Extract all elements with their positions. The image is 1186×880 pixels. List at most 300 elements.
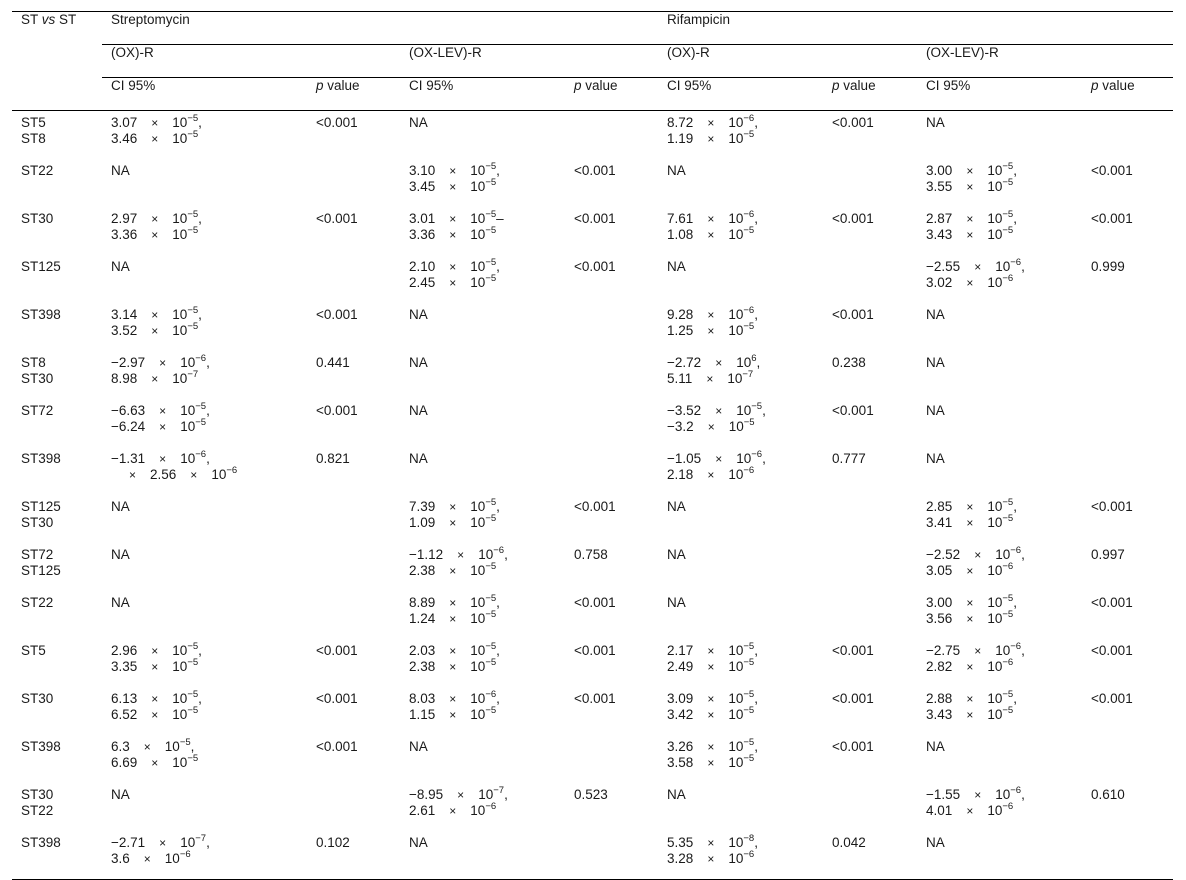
ci-base: 10: [987, 211, 1003, 226]
times-sign: ×: [449, 164, 457, 178]
na-value: NA: [111, 499, 130, 514]
ci-base: 10: [470, 515, 486, 530]
ci-base: 10: [172, 659, 188, 674]
times-sign: ×: [151, 708, 159, 722]
p-value-cell: <0.001: [1091, 211, 1133, 226]
ci-base: 10: [728, 323, 744, 338]
p-value-cell: [1082, 111, 1173, 160]
ci-exponent: −6: [226, 465, 238, 476]
table-row: [12, 639, 1173, 687]
p-value-header: p value: [823, 78, 917, 111]
ci-exponent: −5: [187, 657, 199, 668]
st-label: ST30: [21, 211, 54, 226]
ci-base: 10: [180, 355, 196, 370]
times-sign: ×: [151, 308, 159, 322]
times-sign: ×: [706, 372, 714, 386]
table-row: [12, 735, 1173, 783]
ci-mantissa: 2.85: [926, 499, 953, 514]
ci-base: 10: [727, 371, 743, 386]
times-sign: ×: [151, 324, 159, 338]
ci-cell: [658, 447, 823, 495]
st-label: ST22: [21, 803, 54, 818]
ci-base: 10: [172, 371, 188, 386]
ci-line: [667, 659, 823, 675]
st-label: ST30: [21, 515, 54, 530]
ci-exponent: −5: [743, 753, 755, 764]
p-value-cell: [565, 399, 658, 447]
ci-line: [667, 323, 823, 339]
ci-cell: [400, 255, 565, 303]
times-sign: ×: [966, 596, 974, 610]
ci-separator: ,: [754, 739, 758, 754]
ci-cell: [917, 543, 1082, 591]
times-sign: ×: [707, 692, 715, 706]
ci-base: 10: [728, 307, 744, 322]
ci-exponent: −5: [1002, 689, 1014, 700]
ci-exponent: −5: [187, 225, 199, 236]
ci-mantissa: −2.71: [111, 835, 146, 850]
ci-exponent: −6: [1002, 801, 1014, 812]
ci-exponent: −5: [743, 225, 755, 236]
na-value: NA: [409, 403, 428, 418]
ci-line: [111, 659, 307, 675]
na-value: NA: [926, 115, 945, 130]
p-value-cell: [307, 159, 400, 207]
p-value-header: p value: [1082, 78, 1173, 111]
ci-base: 10: [164, 739, 180, 754]
times-sign: ×: [190, 468, 198, 482]
table-row: [12, 351, 1173, 399]
ci-mantissa: 3.07: [111, 115, 138, 130]
ci-base: 10: [172, 307, 188, 322]
ci-cell: [400, 687, 565, 735]
ci-mantissa: 3.26: [667, 739, 694, 754]
st-pair-cell: [12, 543, 102, 591]
times-sign: ×: [151, 372, 159, 386]
st-label: ST72: [21, 403, 54, 418]
ci-mantissa: 1.25: [667, 323, 694, 338]
ci-base: 10: [470, 179, 486, 194]
ci-mantissa: 3.36: [111, 227, 138, 242]
st-label: ST5: [21, 643, 46, 658]
st-label: ST125: [21, 259, 61, 274]
ci-cell: [400, 831, 565, 880]
times-sign: ×: [966, 212, 974, 226]
ci-base: 10: [987, 707, 1003, 722]
ci-cell: [658, 591, 823, 639]
ci-mantissa: 2.10: [409, 259, 436, 274]
ci-cell: [658, 495, 823, 543]
na-value: NA: [111, 259, 130, 274]
ci-base: 10: [987, 227, 1003, 242]
drug-header-streptomycin: Streptomycin: [102, 12, 658, 45]
ci-base: 10: [172, 115, 188, 130]
ci-exponent: −5: [485, 257, 497, 268]
times-sign: ×: [966, 660, 974, 674]
ci-header: CI 95%: [658, 78, 823, 111]
ci-line: [926, 611, 1082, 627]
ci-base: 10: [987, 275, 1003, 290]
ci-line: [111, 131, 307, 147]
ci-line: [667, 467, 823, 483]
ci-header: CI 95%: [917, 78, 1082, 111]
ci-separator: ,: [754, 643, 758, 658]
ci-line: [667, 755, 823, 771]
ci-exponent: −5: [1002, 593, 1014, 604]
ci-cell: [917, 831, 1082, 880]
ci-base: 10: [470, 227, 486, 242]
ci-separator: ,: [754, 115, 758, 130]
times-sign: ×: [707, 308, 715, 322]
p-value-cell: <0.001: [832, 643, 874, 658]
ci-cell: [102, 591, 307, 639]
ci-exponent: −5: [195, 417, 207, 428]
ci-mantissa: 3.52: [111, 323, 138, 338]
na-value: NA: [409, 355, 428, 370]
times-sign: ×: [449, 596, 457, 610]
p-value-cell: <0.001: [316, 307, 358, 322]
ci-exponent: −6: [493, 545, 505, 556]
times-sign: ×: [966, 804, 974, 818]
st-label: ST30: [21, 371, 54, 386]
p-value-cell: <0.001: [316, 643, 358, 658]
ci-exponent: −5: [1002, 497, 1014, 508]
ci-separator: ,: [206, 835, 210, 850]
p-value-cell: 0.999: [1091, 259, 1125, 274]
ci-exponent: −6: [743, 113, 755, 124]
ci-mantissa: 3.45: [409, 179, 436, 194]
table-row: [12, 831, 1173, 880]
ci-base: 10: [478, 787, 494, 802]
times-sign: ×: [457, 788, 465, 802]
ci-separator: ,: [504, 547, 508, 562]
ci-separator: ,: [496, 499, 500, 514]
ci-exponent: −6: [751, 449, 763, 460]
p-value-cell: [823, 543, 917, 591]
times-sign: ×: [449, 180, 457, 194]
ci-base: 10: [995, 547, 1011, 562]
st-pair-cell: [12, 111, 102, 160]
ci-cell: [400, 207, 565, 255]
ci-line: [111, 211, 307, 227]
ci-exponent: −5: [187, 705, 199, 716]
p-value-cell: <0.001: [574, 691, 616, 706]
ci-cell: [658, 255, 823, 303]
ci-cell: [400, 111, 565, 160]
na-value: NA: [409, 739, 428, 754]
ci-line: [111, 371, 307, 387]
ci-line: [111, 355, 307, 371]
ci-base: 10: [728, 739, 744, 754]
ci-base: 10: [172, 643, 188, 658]
ci-mantissa: 3.02: [926, 275, 953, 290]
ci-mantissa: 3.05: [926, 563, 953, 578]
ci-line: [111, 707, 307, 723]
na-value: NA: [926, 451, 945, 466]
ci-mantissa: 6.3: [111, 739, 130, 754]
ci-base: 10: [180, 835, 196, 850]
ci-mantissa: 3.00: [926, 595, 953, 610]
ci-mantissa: 2.87: [926, 211, 953, 226]
ci-mantissa: 1.08: [667, 227, 694, 242]
ci-cell: [917, 159, 1082, 207]
ci-exponent: −6: [195, 353, 207, 364]
times-sign: ×: [966, 500, 974, 514]
table-row: [12, 159, 1173, 207]
ci-mantissa: 2.49: [667, 659, 694, 674]
ci-exponent: −5: [743, 321, 755, 332]
ci-separator: ,: [1021, 643, 1025, 658]
ci-cell: [917, 351, 1082, 399]
p-value-header: p value: [307, 78, 400, 111]
ci-base: 10: [172, 211, 188, 226]
ci-cell: [917, 735, 1082, 783]
ci-mantissa: 2.17: [667, 643, 694, 658]
st-label: ST8: [21, 131, 46, 146]
ci-cell: [102, 111, 307, 160]
ci-mantissa: 8.98: [111, 371, 138, 386]
ci-mantissa: 2.88: [926, 691, 953, 706]
ci-separator: ,: [496, 691, 500, 706]
times-sign: ×: [151, 132, 159, 146]
p-value-cell: <0.001: [574, 499, 616, 514]
ci-base: 10: [728, 115, 744, 130]
ci-base: 10: [172, 707, 188, 722]
st-label: ST8: [21, 355, 46, 370]
ci-mantissa: 3.46: [111, 131, 138, 146]
ci-line: [111, 643, 307, 659]
ci-exponent: −5: [485, 561, 497, 572]
ci-exponent: −5: [1002, 705, 1014, 716]
ci-cell: [400, 447, 565, 495]
p-value-cell: 0.997: [1091, 547, 1125, 562]
times-sign: ×: [715, 356, 723, 370]
st-label: ST72: [21, 547, 54, 562]
ci-mantissa: 5.11: [667, 371, 693, 386]
st-pair-cell: [12, 639, 102, 687]
ci-separator: ,: [190, 739, 195, 754]
times-sign: ×: [707, 420, 715, 434]
p-value-cell: [1082, 735, 1173, 783]
ci-exponent: −6: [1010, 785, 1022, 796]
table-row: [12, 447, 1173, 495]
ci-cell: [400, 303, 565, 351]
p-value-header: p value: [565, 78, 658, 111]
ci-base: 10: [728, 467, 744, 482]
p-value-cell: <0.001: [316, 403, 358, 418]
times-sign: ×: [449, 228, 457, 242]
ci-line: [409, 515, 565, 531]
ci-base: 10: [470, 595, 486, 610]
ci-mantissa: 3.36: [409, 227, 436, 242]
ci-cell: [102, 351, 307, 399]
times-sign: ×: [966, 612, 974, 626]
ci-exponent: −5: [187, 753, 199, 764]
ci-exponent: −5: [485, 497, 497, 508]
ci-separator: –: [496, 211, 504, 226]
p-value-cell: <0.001: [1091, 691, 1133, 706]
na-value: NA: [667, 547, 686, 562]
ci-line: [667, 131, 823, 147]
ci-mantissa: 7.61: [667, 211, 694, 226]
na-value: NA: [409, 451, 428, 466]
st-label: ST30: [21, 691, 54, 706]
ci-base: 10: [470, 611, 486, 626]
ci-exponent: −6: [1002, 273, 1014, 284]
ci-cell: [917, 303, 1082, 351]
st-label: ST22: [21, 163, 54, 178]
ci-base: 10: [987, 611, 1003, 626]
p-value-cell: [1082, 303, 1173, 351]
ci-separator: ,: [1021, 547, 1025, 562]
ci-exponent: −7: [195, 833, 207, 844]
ci-exponent: −5: [1002, 209, 1014, 220]
ci-mantissa: 7.39: [409, 499, 436, 514]
group-header: (OX)-R: [102, 45, 400, 78]
ci-mantissa: 3.00: [926, 163, 953, 178]
p-value-cell: 0.042: [823, 831, 917, 880]
ci-mantissa: 3.35: [111, 659, 138, 674]
st-pair-cell: [12, 159, 102, 207]
ci-line: [111, 419, 307, 435]
ci-cell: [400, 735, 565, 783]
times-sign: ×: [707, 644, 715, 658]
na-value: NA: [111, 547, 130, 562]
ci-cell: [400, 351, 565, 399]
ci-cell: [658, 111, 823, 160]
times-sign: ×: [966, 516, 974, 530]
ci-line: [926, 563, 1082, 579]
ci-separator: ,: [198, 211, 202, 226]
ci-cell: [102, 447, 307, 495]
ci-line: [409, 707, 565, 723]
ci-line: [111, 115, 307, 131]
ci-cell: [658, 783, 823, 831]
ci-mantissa: 9.28: [667, 307, 694, 322]
times-sign: ×: [159, 404, 167, 418]
ci-mantissa: −1.12: [409, 547, 444, 562]
p-value-cell: [565, 735, 658, 783]
p-value-cell: [565, 111, 658, 160]
p-value-cell: [307, 255, 400, 303]
ci-exponent: −5: [485, 273, 497, 284]
ci-exponent: −6: [743, 849, 755, 860]
ci-header: CI 95%: [102, 78, 307, 111]
ci-cell: [400, 399, 565, 447]
ci-exponent: −6: [743, 465, 755, 476]
st-pair-cell: [12, 831, 102, 880]
ci-mantissa: 8.89: [409, 595, 436, 610]
p-value-cell: <0.001: [316, 739, 358, 754]
ci-base: 10: [987, 563, 1003, 578]
ci-exponent: −5: [485, 177, 497, 188]
ci-line: [409, 275, 565, 291]
ci-exponent: −5: [485, 513, 497, 524]
times-sign: ×: [151, 644, 159, 658]
ci-line: [111, 755, 307, 771]
na-value: NA: [667, 163, 686, 178]
ci-mantissa: −1.31: [111, 451, 146, 466]
p-value-cell: [1082, 831, 1173, 880]
ci-base: 10: [470, 659, 486, 674]
ci-line: [926, 659, 1082, 675]
st-label: ST398: [21, 451, 61, 466]
p-value-cell: 0.758: [574, 547, 608, 562]
ci-exponent: −5: [187, 321, 199, 332]
times-sign: ×: [707, 228, 715, 242]
na-value: NA: [926, 739, 945, 754]
st-vs-st-header: ST vs ST: [12, 12, 102, 111]
ci-line: [111, 835, 307, 851]
p-value-cell: [307, 591, 400, 639]
table-row: [12, 255, 1173, 303]
ci-mantissa: 2.61: [409, 803, 436, 818]
ci-cell: [102, 543, 307, 591]
times-sign: ×: [129, 468, 137, 482]
ci-base: 10: [172, 227, 188, 242]
ci-mantissa: −6.63: [111, 403, 146, 418]
ci-mantissa: 3.6: [111, 851, 130, 866]
na-value: NA: [926, 403, 945, 418]
p-value-cell: [565, 447, 658, 495]
ci-exponent: −6: [195, 449, 207, 460]
times-sign: ×: [151, 756, 159, 770]
ci-base: 10: [470, 211, 486, 226]
st-label: ST30: [21, 787, 54, 802]
ci-mantissa: 1.24: [409, 611, 436, 626]
times-sign: ×: [966, 164, 974, 178]
times-sign: ×: [707, 212, 715, 226]
st-pair-cell: [12, 735, 102, 783]
p-value-cell: [823, 255, 917, 303]
times-sign: ×: [151, 116, 159, 130]
ci-base: 10: [180, 403, 196, 418]
ci-cell: [917, 399, 1082, 447]
na-value: NA: [667, 259, 686, 274]
ci-cell: [102, 159, 307, 207]
st-label: ST5: [21, 115, 46, 130]
ci-mantissa: 3.14: [111, 307, 138, 322]
times-sign: ×: [151, 660, 159, 674]
p-value-cell: <0.001: [574, 163, 616, 178]
ci-line: [111, 323, 307, 339]
ci-cell: [917, 495, 1082, 543]
ci-separator: ,: [198, 691, 202, 706]
ci-mantissa: 3.56: [926, 611, 953, 626]
ci-cell: [658, 207, 823, 255]
ci-line: [409, 803, 565, 819]
ci-exponent: −5: [187, 209, 199, 220]
times-sign: ×: [966, 276, 974, 290]
st-pair-cell: [12, 591, 102, 639]
ci-line: [926, 707, 1082, 723]
ci-base: 10: [987, 499, 1003, 514]
ci-line: [111, 307, 307, 323]
ci-base: 10: [995, 643, 1011, 658]
ci-base: 10: [478, 547, 494, 562]
p-value-cell: <0.001: [574, 643, 616, 658]
ci-cell: [102, 399, 307, 447]
ci-line: [926, 275, 1082, 291]
ci-exponent: −6: [485, 689, 497, 700]
times-sign: ×: [449, 276, 457, 290]
times-sign: ×: [151, 212, 159, 226]
ci-cell: [102, 495, 307, 543]
ci-base: 10: [470, 499, 486, 514]
ci-exponent: −5: [743, 689, 755, 700]
p-value-cell: <0.001: [574, 211, 616, 226]
ci-exponent: −5: [485, 609, 497, 620]
